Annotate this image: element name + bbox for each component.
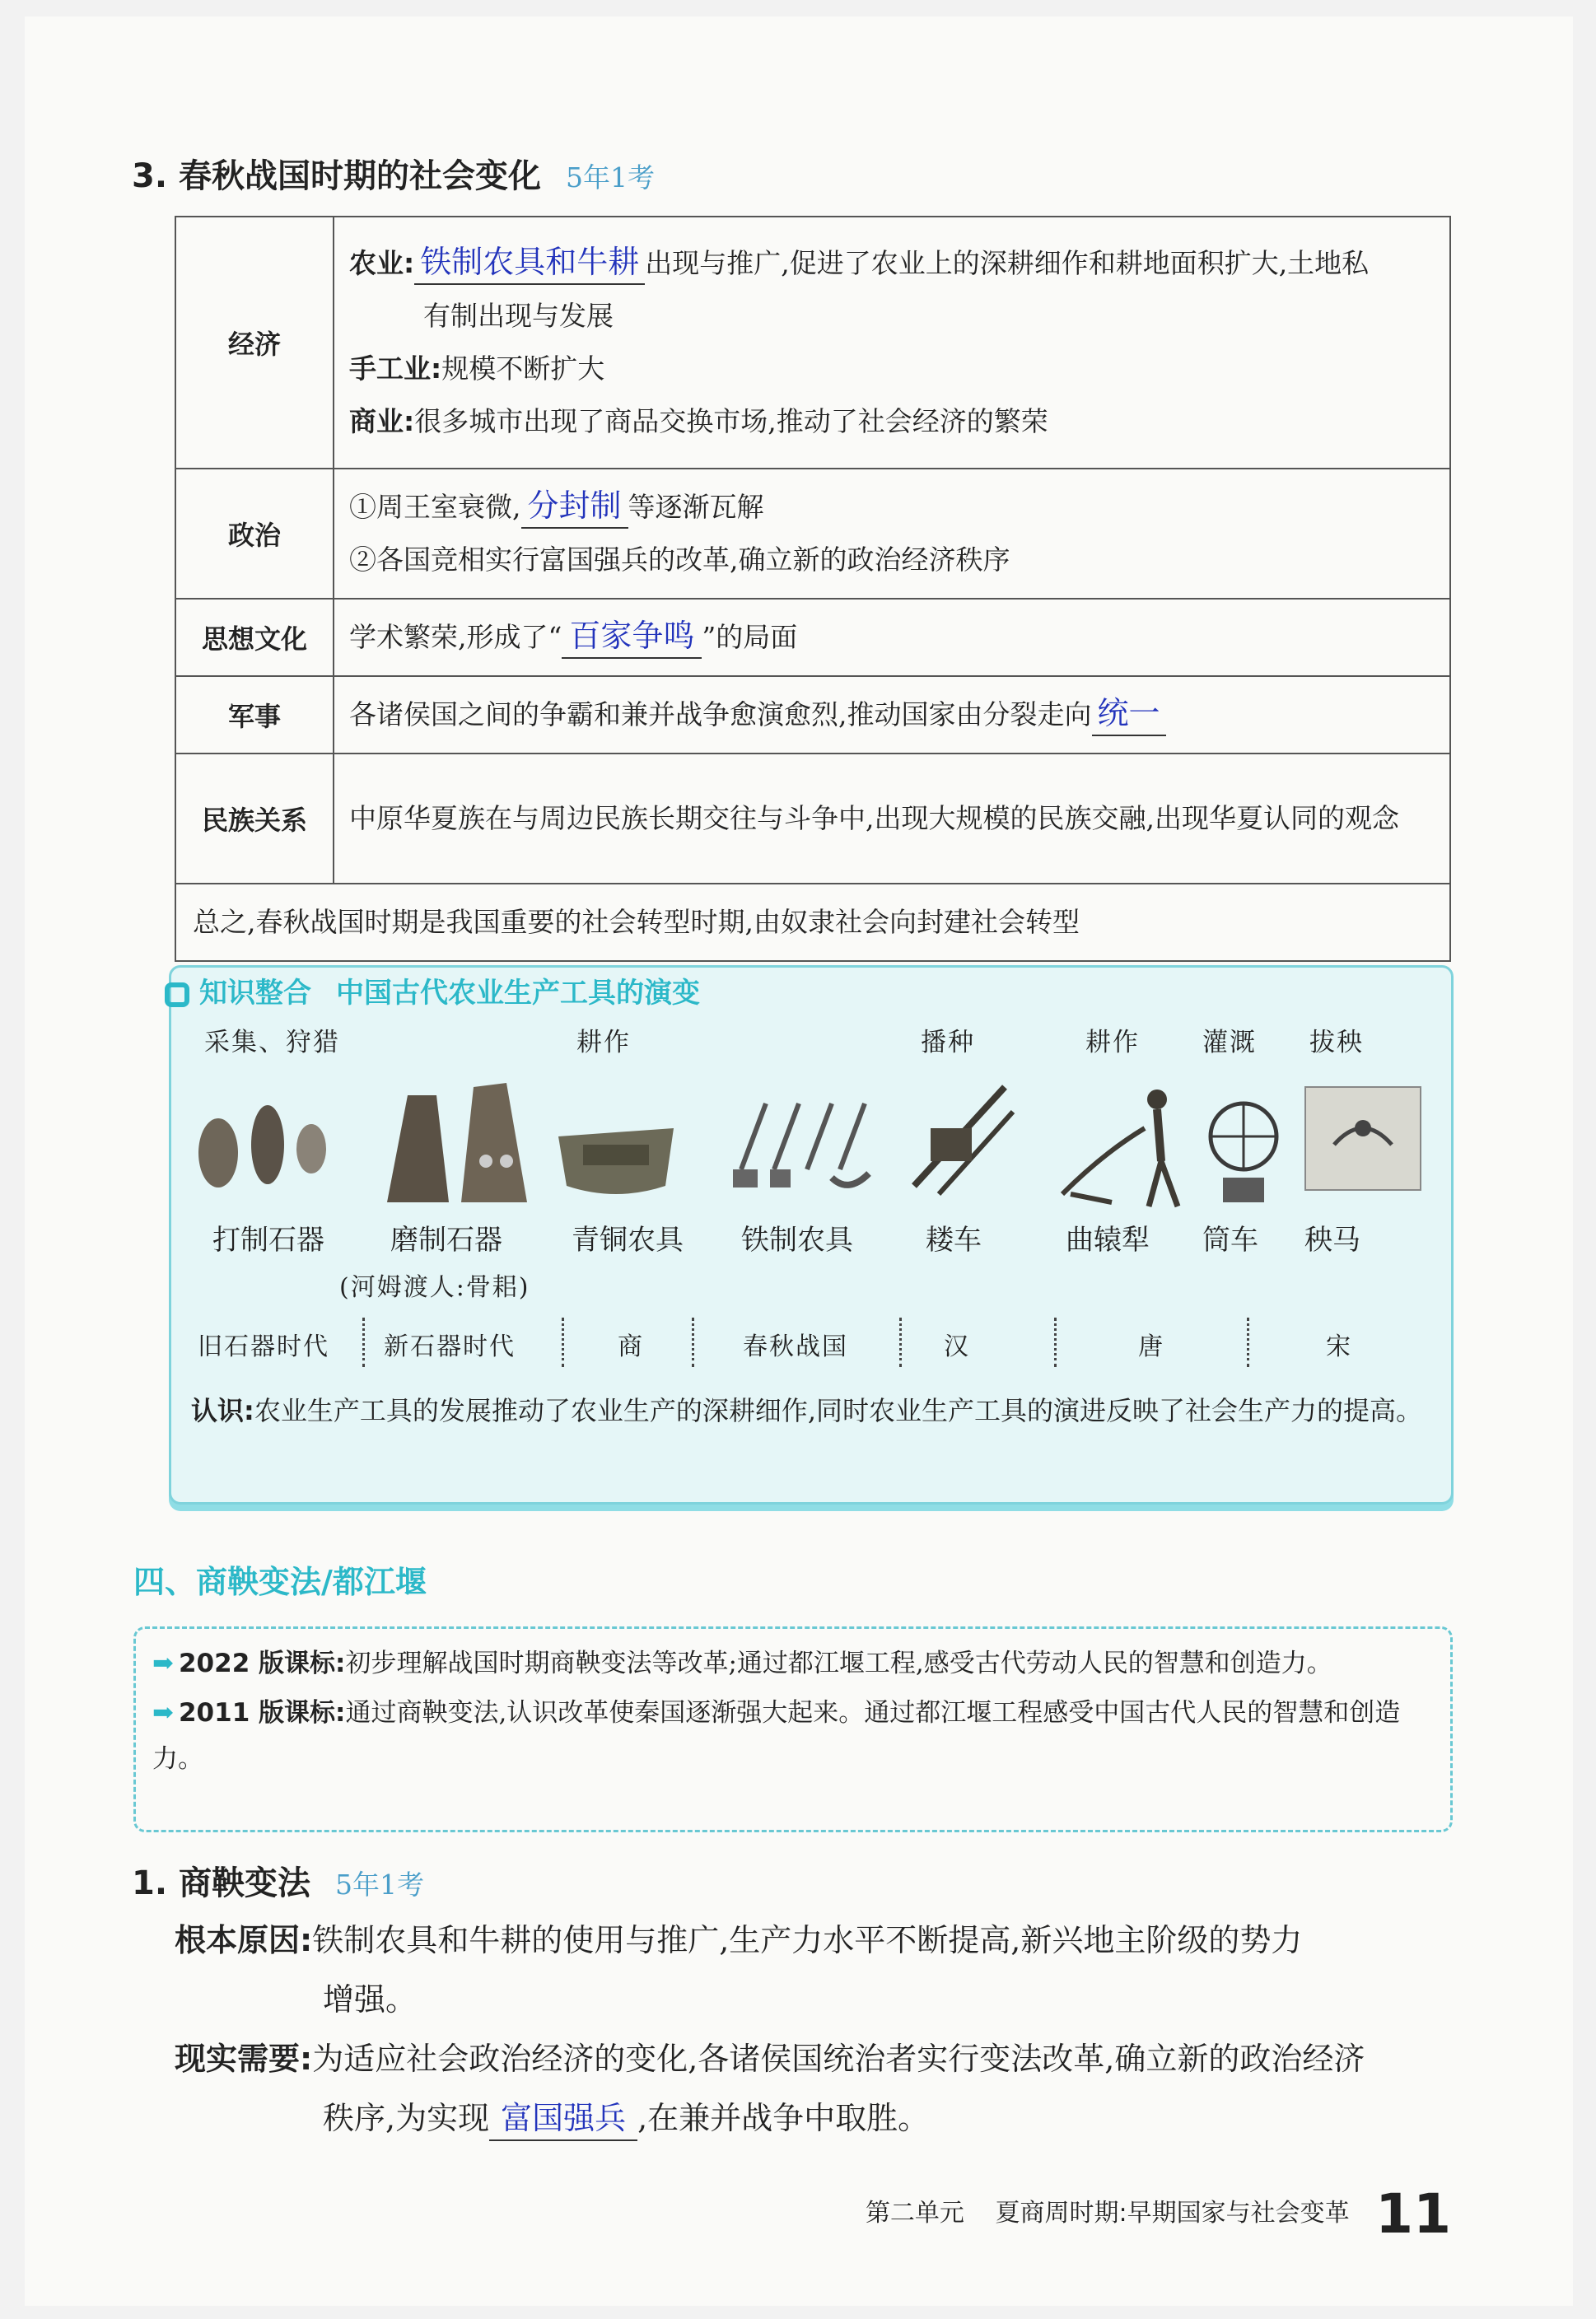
category-label: 耕作 xyxy=(1085,1028,1140,1057)
era-label: 汉 xyxy=(944,1332,970,1361)
tool-note: (河姆渡人:骨耜) xyxy=(339,1273,530,1302)
arrow-right-icon: ➡ xyxy=(152,1698,174,1728)
era-label: 新石器时代 xyxy=(384,1332,516,1361)
era-divider xyxy=(562,1318,564,1367)
fill-answer: 百家争鸣 xyxy=(562,614,702,659)
category-label: 拔秧 xyxy=(1309,1028,1364,1057)
row-head-ethnic: 民族关系 xyxy=(175,754,334,884)
exam-frequency-tag: 5年1考 xyxy=(334,1869,424,1901)
era-divider xyxy=(692,1318,694,1367)
practical-need-paragraph: 现实需要:为适应社会政治经济的变化,各诸侯国统治者实行变法改革,确立新的政治经济 秩序,为实现 富国强兵 ,在兼并战争中取胜。 xyxy=(175,2029,1459,2148)
row-body-ethnic: 中原华夏族在与周边民族长期交往与斗争中,出现大规模的民族交融,出现华夏认同的观念 xyxy=(334,754,1450,884)
row-body-culture: 学术繁荣,形成了“ 百家争鸣 ”的局面 xyxy=(334,599,1450,676)
row-head-politics: 政治 xyxy=(175,469,334,599)
row-head-military: 军事 xyxy=(175,676,334,754)
fill-answer: 铁制农具和牛耕 xyxy=(414,240,645,285)
page-number: 11 xyxy=(1375,2182,1451,2246)
water-wheel-image xyxy=(1198,1071,1289,1211)
exam-frequency-tag: 5年1考 xyxy=(565,161,655,194)
seed-drill-image xyxy=(898,1071,1021,1211)
summary-row: 总之,春秋战国时期是我国重要的社会转型时期,由奴隶社会向封建社会转型 xyxy=(175,884,1450,961)
tool-name: 曲辕犁 xyxy=(1066,1224,1150,1257)
knowledge-icon xyxy=(165,982,189,1007)
arrow-right-icon: ➡ xyxy=(152,1649,174,1678)
tool-name: 耧车 xyxy=(926,1224,982,1257)
category-label: 播种 xyxy=(921,1028,975,1057)
era-label: 旧石器时代 xyxy=(198,1332,329,1361)
tool-name: 筒车 xyxy=(1202,1224,1258,1257)
insight-text: 认识:农业生产工具的发展推动了农业生产的深耕细作,同时农业生产工具的演进反映了社会生产力的提高。 xyxy=(191,1395,1422,1426)
table-row xyxy=(175,884,1450,961)
section4-title: 四、商鞅变法/都江堰 xyxy=(133,1564,427,1600)
row-head-culture: 思想文化 xyxy=(175,599,334,676)
section-title xyxy=(132,150,655,197)
era-divider xyxy=(899,1318,902,1367)
category-label: 耕作 xyxy=(576,1028,631,1057)
root-cause-paragraph: 根本原因:铁制农具和牛耕的使用与推广,生产力水平不断提高,新兴地主阶级的势力 增强。 xyxy=(175,1922,1303,2018)
polished-stone-tool-image xyxy=(371,1071,535,1211)
category-label: 灌溉 xyxy=(1202,1028,1257,1057)
chipped-stone-tool-image xyxy=(189,1071,338,1211)
era-label: 春秋战国 xyxy=(743,1332,848,1361)
fill-answer: 分封制 xyxy=(521,484,628,529)
rice-seedling-horse-image xyxy=(1301,1071,1425,1194)
row-head-economy: 经济 xyxy=(175,217,334,469)
curved-plough-image xyxy=(1046,1071,1194,1211)
table-row xyxy=(175,676,1450,754)
table-row xyxy=(175,599,1450,676)
table-row xyxy=(175,469,1450,599)
era-label: 商 xyxy=(618,1332,644,1361)
era-divider xyxy=(362,1318,365,1367)
tool-name: 青铜农具 xyxy=(572,1224,684,1257)
era-divider xyxy=(1054,1318,1057,1367)
tool-name: 铁制农具 xyxy=(741,1224,853,1257)
subsection-title: 1. 商鞅变法 5年1考 xyxy=(132,1864,424,1902)
knowledge-box-title: 知识整合 中国古代农业生产工具的演变 xyxy=(165,970,700,1010)
era-label: 宋 xyxy=(1326,1332,1352,1361)
category-label: 采集、狩猎 xyxy=(204,1028,340,1057)
curriculum-standards-box: ➡ 2022 版课标:初步理解战国时期商鞅变法等改革;通过都江堰工程,感受古代劳动人民的智慧和创造力。 ➡ 2011 版课标:通过商鞅变法,认识改革使秦国逐渐强大起来。通过都江堰工程感受中国古代人民的智慧和创造力。 xyxy=(133,1626,1453,1832)
row-body-economy: 农业: 铁制农具和牛耕 出现与推广,促进了农业上的深耕细作和耕地面积扩大,土地私 有制出现与发展 手工业:规模不断扩大 商业:很多城市出现了商品交换市场,推动了社会经济的繁荣 xyxy=(334,217,1450,469)
iron-tool-image xyxy=(725,1071,881,1211)
fill-answer: 统一 xyxy=(1092,692,1166,736)
row-body-military: 各诸侯国之间的争霸和兼并战争愈演愈烈,推动国家由分裂走向 统一 xyxy=(334,676,1450,754)
section-title-text: 3. 春秋战国时期的社会变化 xyxy=(132,157,541,195)
bronze-tool-image xyxy=(550,1071,682,1211)
fill-answer: 富国强兵 xyxy=(489,2097,637,2141)
page-footer: 第二单元 夏商周时期:早期国家与社会变革 11 xyxy=(865,2182,1451,2246)
era-label: 唐 xyxy=(1138,1332,1164,1361)
tool-name: 磨制石器 xyxy=(390,1224,502,1257)
table-row xyxy=(175,754,1450,884)
row-body-politics: ①周王室衰微, 分封制 等逐渐瓦解 ②各国竞相实行富国强兵的改革,确立新的政治经济秩序 xyxy=(334,469,1450,599)
social-change-table xyxy=(175,216,1451,962)
table-row xyxy=(175,217,1450,469)
tool-name: 秧马 xyxy=(1304,1224,1360,1257)
tool-name: 打制石器 xyxy=(212,1224,324,1257)
era-divider xyxy=(1247,1318,1249,1367)
